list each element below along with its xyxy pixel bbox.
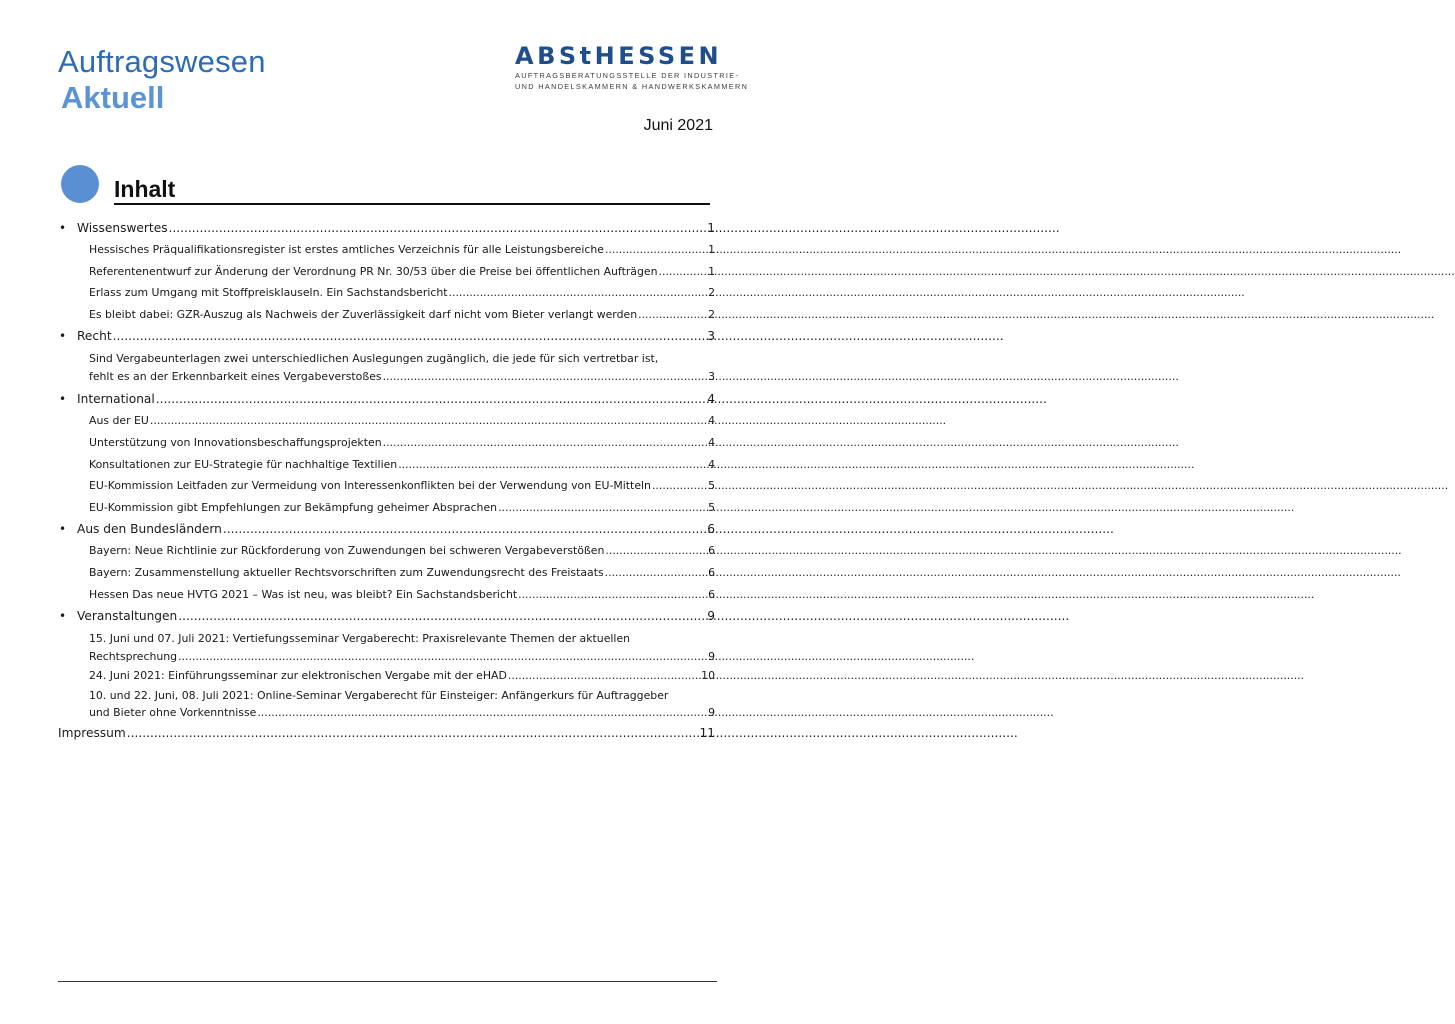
toc-entry-title: Referentenentwurf zur Änderung der Verordnung PR Nr. 30/53 über die Preise bei öffentlichen Aufträgen — [89, 264, 658, 278]
toc-entry[interactable] — [58, 304, 715, 326]
toc-section-international[interactable] — [58, 388, 715, 410]
toc-leader-dots — [498, 497, 707, 519]
toc-entry-title: Bayern: Zusammenstellung aktueller Rechtsvorschriften zum Zuwendungsrecht des Freistaats — [89, 565, 604, 579]
toc-entry-title-line1: 15. Juni und 07. Juli 2021: Vertiefungsseminar Vergaberecht: Praxisrelevante Themen der aktuellen — [89, 632, 631, 646]
toc-page-number: 1 — [708, 243, 715, 256]
toc-page-number: 1 — [707, 221, 715, 235]
toc-leader-dots — [605, 239, 707, 261]
toc-entry[interactable] — [58, 282, 715, 304]
toc-leader-dots — [605, 562, 707, 584]
toc-page-number: 3 — [708, 369, 715, 383]
toc-entry-multiline[interactable] — [58, 350, 715, 385]
toc-page-number: 6 — [708, 544, 715, 558]
toc-page-number: 4 — [708, 435, 715, 449]
bullet-icon: • — [59, 329, 67, 344]
toc-page-number: 9 — [708, 649, 715, 663]
toc-section-veranstaltungen[interactable] — [58, 605, 715, 627]
toc-page-number: 11 — [699, 725, 715, 740]
toc-leader-dots — [659, 261, 708, 283]
toc-page-number: 5 — [708, 500, 715, 514]
toc-page-number: 9 — [708, 706, 715, 720]
toc-leader-dots — [605, 540, 707, 562]
bullet-icon: • — [59, 221, 67, 235]
toc-section-recht[interactable] — [58, 325, 715, 347]
toc-section-title: Wissenswertes — [77, 221, 168, 235]
toc-leader-dots — [398, 454, 707, 476]
toc-leader-dots — [652, 475, 707, 497]
toc-entry-title: EU-Kommission Leitfaden zur Vermeidung von Interessenkonflikten bei der Verwendung von EU-Mitteln — [89, 479, 651, 493]
toc-leader-dots — [169, 217, 707, 239]
toc-page-number: 5 — [708, 479, 715, 493]
toc-entry-title-line2: fehlt es an der Erkennbarkeit eines Vergabeverstoßes — [89, 369, 382, 383]
logo-wordmark: ABStHESSEN — [515, 42, 723, 70]
toc-entry-title: 24. Juni 2021: Einführungsseminar zur elektronischen Vergabe mit der eHAD — [89, 669, 507, 683]
toc-page-number: 9 — [707, 609, 715, 624]
toc-entry-title: Bayern: Neue Richtlinie zur Rückforderung von Zuwendungen bei schweren Vergabeverstößen — [89, 544, 605, 558]
toc-entry-title-line2: Rechtsprechung — [89, 649, 178, 663]
bullet-icon: • — [59, 392, 67, 407]
toc-entry[interactable] — [58, 475, 715, 497]
toc-leader-dots — [178, 648, 707, 666]
toc-entry-title-line2: und Bieter ohne Vorkenntnisse — [89, 706, 257, 720]
toc-leader-dots — [508, 665, 700, 687]
toc-page-number: 3 — [707, 329, 715, 344]
toc-leader-dots — [127, 722, 699, 744]
toc-section-title: International — [77, 392, 155, 407]
issue-date: Juni 2021 — [643, 117, 713, 134]
toc-entry[interactable] — [58, 665, 715, 687]
toc-entry-title: Hessisches Präqualifikationsregister ist erstes amtliches Verzeichnis für alle Leistungsbereiche — [89, 243, 604, 256]
toc-leader-dots — [178, 605, 706, 627]
footer-divider — [58, 981, 717, 982]
toc-page-number: 4 — [708, 414, 715, 428]
toc-page-number: 4 — [708, 457, 715, 471]
bullet-icon: • — [59, 609, 67, 624]
toc-section-title: Veranstaltungen — [77, 609, 178, 624]
toc-entry[interactable] — [58, 540, 715, 562]
toc-page-number: 10 — [701, 669, 715, 683]
toc-entry-title: Konsultationen zur EU-Strategie für nachhaltige Textilien — [89, 457, 398, 471]
table-of-contents — [58, 217, 715, 744]
toc-entry-title: EU-Kommission gibt Empfehlungen zur Bekämpfung geheimer Absprachen — [89, 500, 498, 514]
toc-page-number: 6 — [708, 565, 715, 579]
toc-leader-dots — [113, 325, 707, 347]
publication-subtitle: Aktuell — [61, 80, 165, 115]
circle-decoration-icon — [61, 165, 99, 203]
toc-entry[interactable] — [58, 562, 715, 584]
toc-entry-title: Es bleibt dabei: GZR-Auszug als Nachweis der Zuverlässigkeit darf nicht vom Bieter verlangt werden — [89, 307, 638, 321]
toc-page-number: 6 — [707, 522, 715, 537]
toc-entry[interactable] — [58, 454, 715, 476]
toc-impressum[interactable] — [58, 722, 715, 744]
toc-entry-title: Hessen Das neue HVTG 2021 – Was ist neu, was bleibt? Ein Sachstandsbericht — [89, 587, 518, 601]
toc-leader-dots — [150, 410, 707, 432]
logo-subline-1: AUFTRAGSBERATUNGSSTELLE DER INDUSTRIE- — [515, 71, 740, 80]
toc-section-bundeslaender[interactable] — [58, 518, 715, 540]
toc-leader-dots — [383, 368, 708, 386]
toc-leader-dots — [518, 584, 707, 606]
toc-leader-dots — [449, 282, 708, 304]
toc-entry-multiline[interactable] — [58, 687, 715, 722]
toc-section-wissenswertes[interactable] — [58, 217, 715, 239]
toc-leader-dots — [156, 388, 706, 410]
toc-entry-multiline[interactable] — [58, 630, 715, 665]
toc-page-number: 6 — [708, 587, 715, 601]
toc-leader-dots — [223, 518, 706, 540]
bullet-icon: • — [59, 522, 67, 537]
toc-entry-title: Aus der EU — [89, 414, 149, 428]
abst-hessen-logo — [515, 42, 749, 91]
toc-entry[interactable] — [58, 497, 715, 519]
toc-section-title: Aus den Bundesländern — [77, 522, 222, 537]
toc-leader-dots — [257, 704, 707, 722]
publication-title: Auftragswesen — [58, 44, 266, 79]
toc-entry-title-line1: 10. und 22. Juni, 08. Juli 2021: Online-Seminar Vergaberecht für Einsteiger: Anfängerkurs für Auftraggeber — [89, 688, 669, 702]
toc-entry-title-line1: Sind Vergabeunterlagen zwei unterschiedlichen Auslegungen zugänglich, die jede für sich vertretbar ist, — [89, 352, 659, 366]
toc-entry-title: Erlass zum Umgang mit Stoffpreisklauseln. Ein Sachstandsbericht — [89, 286, 448, 300]
toc-entry-title: Unterstützung von Innovationsbeschaffungsprojekten — [89, 435, 382, 449]
toc-entry[interactable] — [58, 410, 715, 432]
toc-page-number: 2 — [708, 307, 715, 321]
toc-page-number: 2 — [708, 286, 715, 300]
toc-section-title: Impressum — [58, 725, 126, 740]
toc-page-number: 1 — [708, 264, 715, 278]
toc-heading: Inhalt — [114, 175, 710, 205]
toc-entry[interactable] — [58, 584, 715, 606]
toc-section-title: Recht — [77, 329, 112, 344]
toc-entry[interactable] — [58, 239, 715, 261]
toc-page-number: 4 — [707, 392, 715, 407]
toc-leader-dots — [383, 432, 707, 454]
toc-entry[interactable] — [58, 261, 715, 283]
toc-entry[interactable] — [58, 432, 715, 454]
toc-leader-dots — [638, 304, 707, 326]
logo-subline-2: UND HANDELSKAMMERN & HANDWERKSKAMMERN — [515, 82, 749, 91]
